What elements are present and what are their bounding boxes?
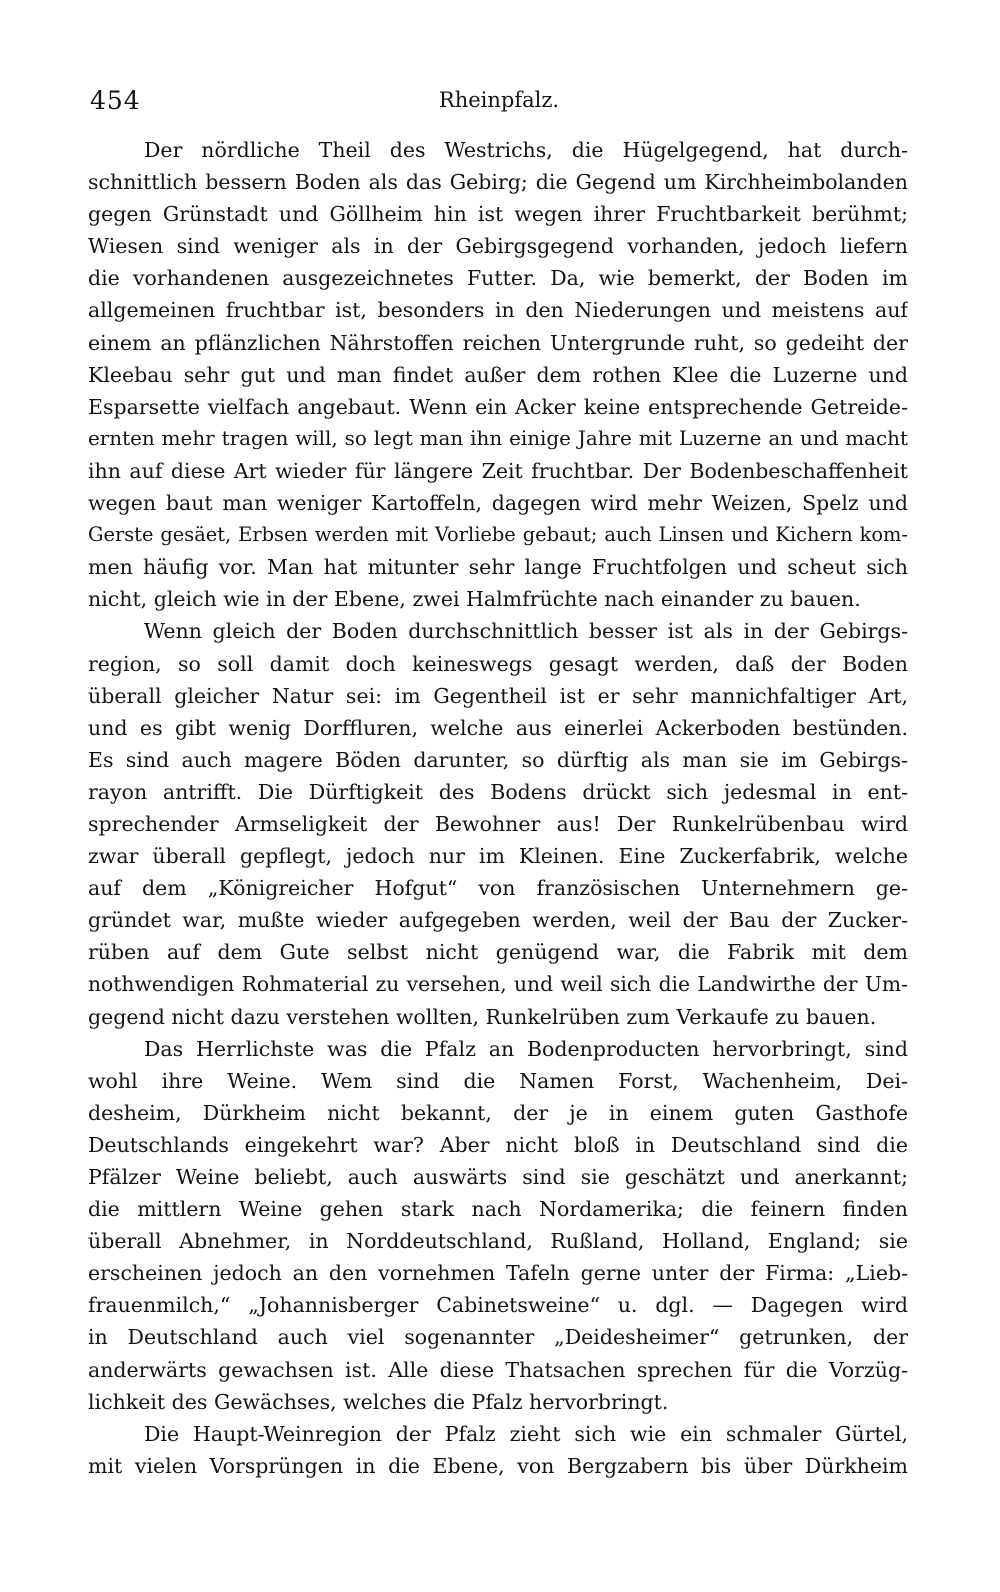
text-line: Der nördliche Theil des Westrichs, die Hügelgegend, hat durch- (144, 138, 908, 162)
text-line: zwar überall gepflegt, jedoch nur im Kleinen. Eine Zuckerfabrik, welche (88, 844, 908, 869)
text-line: Die Haupt-Weinregion der Pfalz zieht sich wie ein schmaler Gürtel, (144, 1421, 908, 1446)
text-line: Wenn gleich der Boden durchschnittlich besser ist als in der Gebirgs- (144, 619, 908, 644)
text-line: Gerste gesäet, Erbsen werden mit Vorliebe gebaut; auch Linsen und Kichern kom- (88, 523, 908, 547)
text-line: anderwärts gewachsen ist. Alle diese Thatsachen sprechen für die Vorzüg- (88, 1357, 908, 1382)
text-line: allgemeinen fruchtbar ist, besonders in den Niederungen und meistens auf (88, 298, 908, 323)
text-line: überall Abnehmer, in Norddeutschland, Rußland, Holland, England; sie (88, 1229, 908, 1254)
text-line: Esparsette vielfach angebaut. Wenn ein Acker keine entsprechende Getreide- (88, 394, 908, 419)
text-line: rayon antrifft. Die Dürftigkeit des Bodens drückt sich jedesmal in ent- (88, 779, 908, 804)
text-line: frauenmilch,“ „Johannisberger Cabinetsweine“ u. dgl. — Dagegen wird (88, 1293, 908, 1318)
text-line: auf dem „Königreicher Hofgut“ von französischen Unternehmern ge- (88, 876, 908, 901)
text-line: und es gibt wenig Dorffluren, welche aus einerlei Ackerboden bestünden. (88, 715, 908, 740)
text-line: schnittlich bessern Boden als das Gebirg; die Gegend um Kirchheimbolanden (88, 170, 908, 195)
text-line: lichkeit des Gewächses, welches die Pfalz hervorbringt. (88, 1389, 669, 1414)
text-line: ernten mehr tragen will, so legt man ihn einige Jahre mit Luzerne an und macht (88, 426, 908, 450)
running-head (90, 86, 908, 126)
text-line: rüben auf dem Gute selbst nicht genügend war, die Fabrik mit dem (88, 940, 908, 965)
text-line: nicht, gleich wie in der Ebene, zwei Halmfrüchte nach einander zu bauen. (88, 587, 861, 612)
text-line: sprechender Armseligkeit der Bewohner aus! Der Runkelrübenbau wird (88, 811, 908, 836)
text-line: Wiesen sind weniger als in der Gebirgsgegend vorhanden, jedoch liefern (88, 234, 908, 259)
page-number: 454 (90, 86, 141, 115)
text-line: Kleebau sehr gut und man findet außer dem rothen Klee die Luzerne und (88, 362, 908, 387)
text-line: erscheinen jedoch an den vornehmen Tafeln gerne unter der Firma: „Lieb- (88, 1261, 908, 1286)
text-line: einem an pflänzlichen Nährstoffen reichen Untergrunde ruht, so gedeiht der (88, 330, 908, 355)
body-text (88, 134, 908, 1482)
text-line: men häufig vor. Man hat mitunter sehr lange Fruchtfolgen und scheut sich (88, 555, 908, 580)
text-line: die vorhandenen ausgezeichnetes Futter. Da, wie bemerkt, der Boden im (88, 266, 908, 291)
text-line: überall gleicher Natur sei: im Gegentheil ist er sehr mannichfaltiger Art, (88, 683, 908, 708)
text-line: region, so soll damit doch keineswegs gesagt werden, daß der Boden (88, 651, 908, 676)
running-title: Rheinpfalz. (438, 88, 560, 112)
text-line: gründet war, mußte wieder aufgegeben werden, weil der Bau der Zucker- (88, 908, 908, 933)
text-line: Das Herrlichste was die Pfalz an Bodenproducten hervorbringt, sind (144, 1036, 908, 1061)
text-line: desheim, Dürkheim nicht bekannt, der je in einem guten Gasthofe (88, 1100, 908, 1125)
text-line: ihn auf diese Art wieder für längere Zeit fruchtbar. Der Bodenbeschaffenheit (88, 458, 908, 483)
text-line: wegen baut man weniger Kartoffeln, dagegen wird mehr Weizen, Spelz und (88, 491, 908, 516)
text-line: gegend nicht dazu verstehen wollten, Runkelrüben zum Verkaufe zu bauen. (88, 1004, 877, 1029)
text-line: die mittlern Weine gehen stark nach Nordamerika; die feinern finden (88, 1197, 908, 1222)
text-line: Pfälzer Weine beliebt, auch auswärts sind sie geschätzt und anerkannt; (88, 1165, 908, 1189)
text-line: gegen Grünstadt und Göllheim hin ist wegen ihrer Fruchtbarkeit berühmt; (88, 202, 908, 227)
text-line: Deutschlands eingekehrt war? Aber nicht bloß in Deutschland sind die (88, 1132, 908, 1157)
text-line: in Deutschland auch viel sogenannter „Deidesheimer“ getrunken, der (88, 1325, 908, 1350)
text-line: Es sind auch magere Böden darunter, so dürftig als man sie im Gebirgs- (88, 747, 908, 772)
text-line: wohl ihre Weine. Wem sind die Namen Forst, Wachenheim, Dei- (88, 1068, 908, 1093)
text-line: nothwendigen Rohmaterial zu versehen, und weil sich die Landwirthe der Um- (88, 972, 908, 997)
text-line: mit vielen Vorsprüngen in die Ebene, von Bergzabern bis über Dürkheim (88, 1453, 908, 1478)
